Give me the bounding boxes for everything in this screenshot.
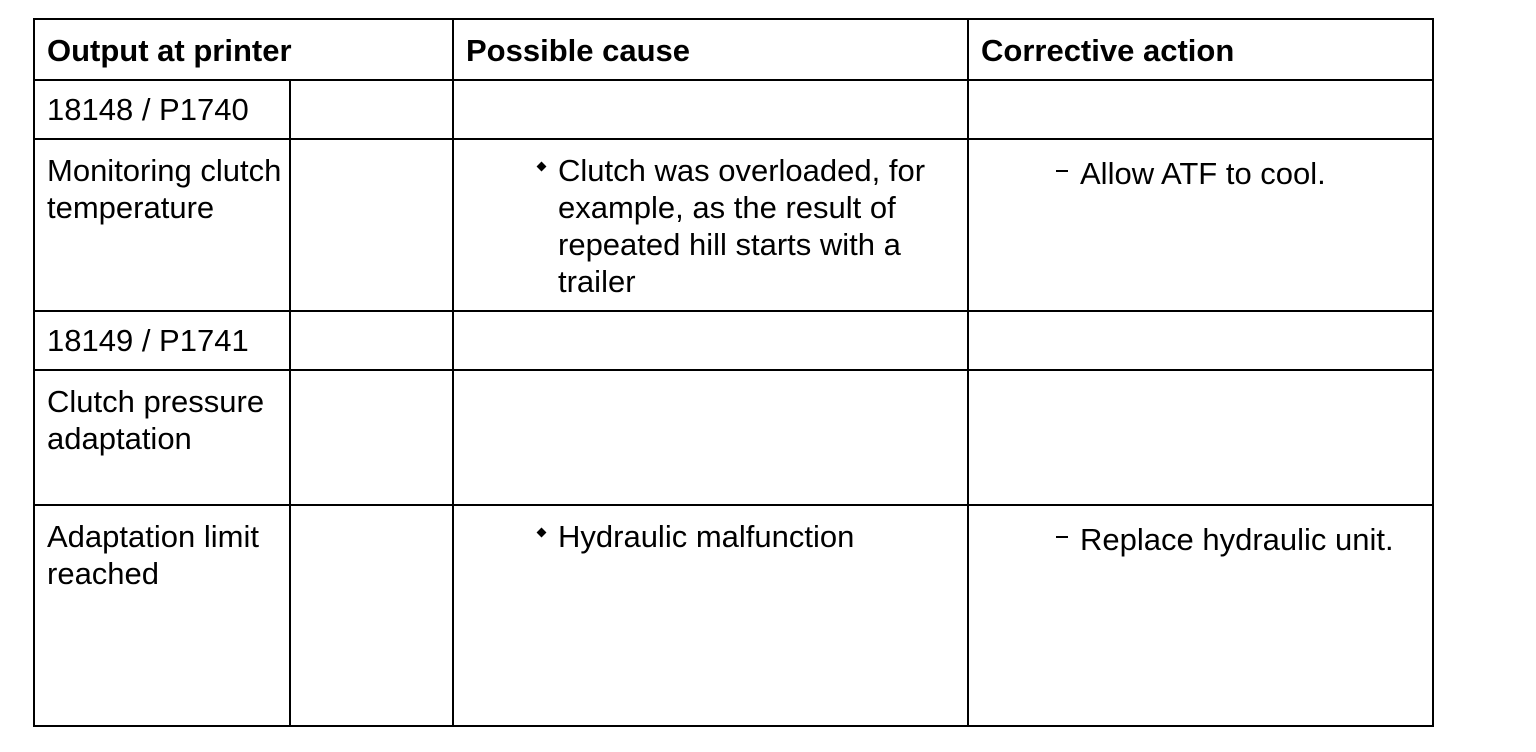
action-item (969, 152, 1432, 192)
action-text: Allow ATF to cool. (1080, 156, 1326, 191)
cause-item (454, 518, 967, 555)
dash-bullet-icon (1056, 536, 1068, 538)
header-row (34, 19, 1433, 80)
diamond-bullet-icon (537, 162, 547, 172)
action-item (969, 518, 1432, 558)
table-row (34, 505, 1433, 726)
fault-table (33, 18, 1434, 727)
empty-cell (968, 370, 1433, 505)
empty-cell (290, 370, 453, 505)
header-output-at-printer: Output at printer (34, 19, 453, 80)
cause-text: Clutch was overloaded, for example, as the result of repeated hill starts with a trailer (558, 153, 926, 299)
table-row (34, 80, 1433, 139)
cause-item (454, 152, 967, 300)
empty-cell (968, 80, 1433, 139)
fault-description: Monitoring clutch temperature (34, 139, 290, 311)
empty-cell (453, 80, 968, 139)
fault-code: 18149 / P1741 (34, 311, 290, 370)
cause-text: Hydraulic malfunction (558, 519, 855, 554)
header-corrective-action: Corrective action (968, 19, 1433, 80)
action-text: Replace hydraulic unit. (1080, 522, 1394, 557)
fault-description: Adaptation limit reached (34, 505, 290, 726)
empty-cell (290, 139, 453, 311)
table-row (34, 139, 1433, 311)
empty-cell (290, 311, 453, 370)
table-row (34, 370, 1433, 505)
corrective-action-cell (968, 139, 1433, 311)
corrective-action-cell (968, 505, 1433, 726)
empty-cell (453, 370, 968, 505)
table-row (34, 311, 1433, 370)
dash-bullet-icon (1056, 170, 1068, 172)
diamond-bullet-icon (537, 528, 547, 538)
possible-cause-cell (453, 139, 968, 311)
empty-cell (290, 505, 453, 726)
fault-description: Clutch pressure adaptation (34, 370, 290, 505)
header-possible-cause: Possible cause (453, 19, 968, 80)
empty-cell (968, 311, 1433, 370)
possible-cause-cell (453, 505, 968, 726)
fault-code: 18148 / P1740 (34, 80, 290, 139)
empty-cell (290, 80, 453, 139)
empty-cell (453, 311, 968, 370)
